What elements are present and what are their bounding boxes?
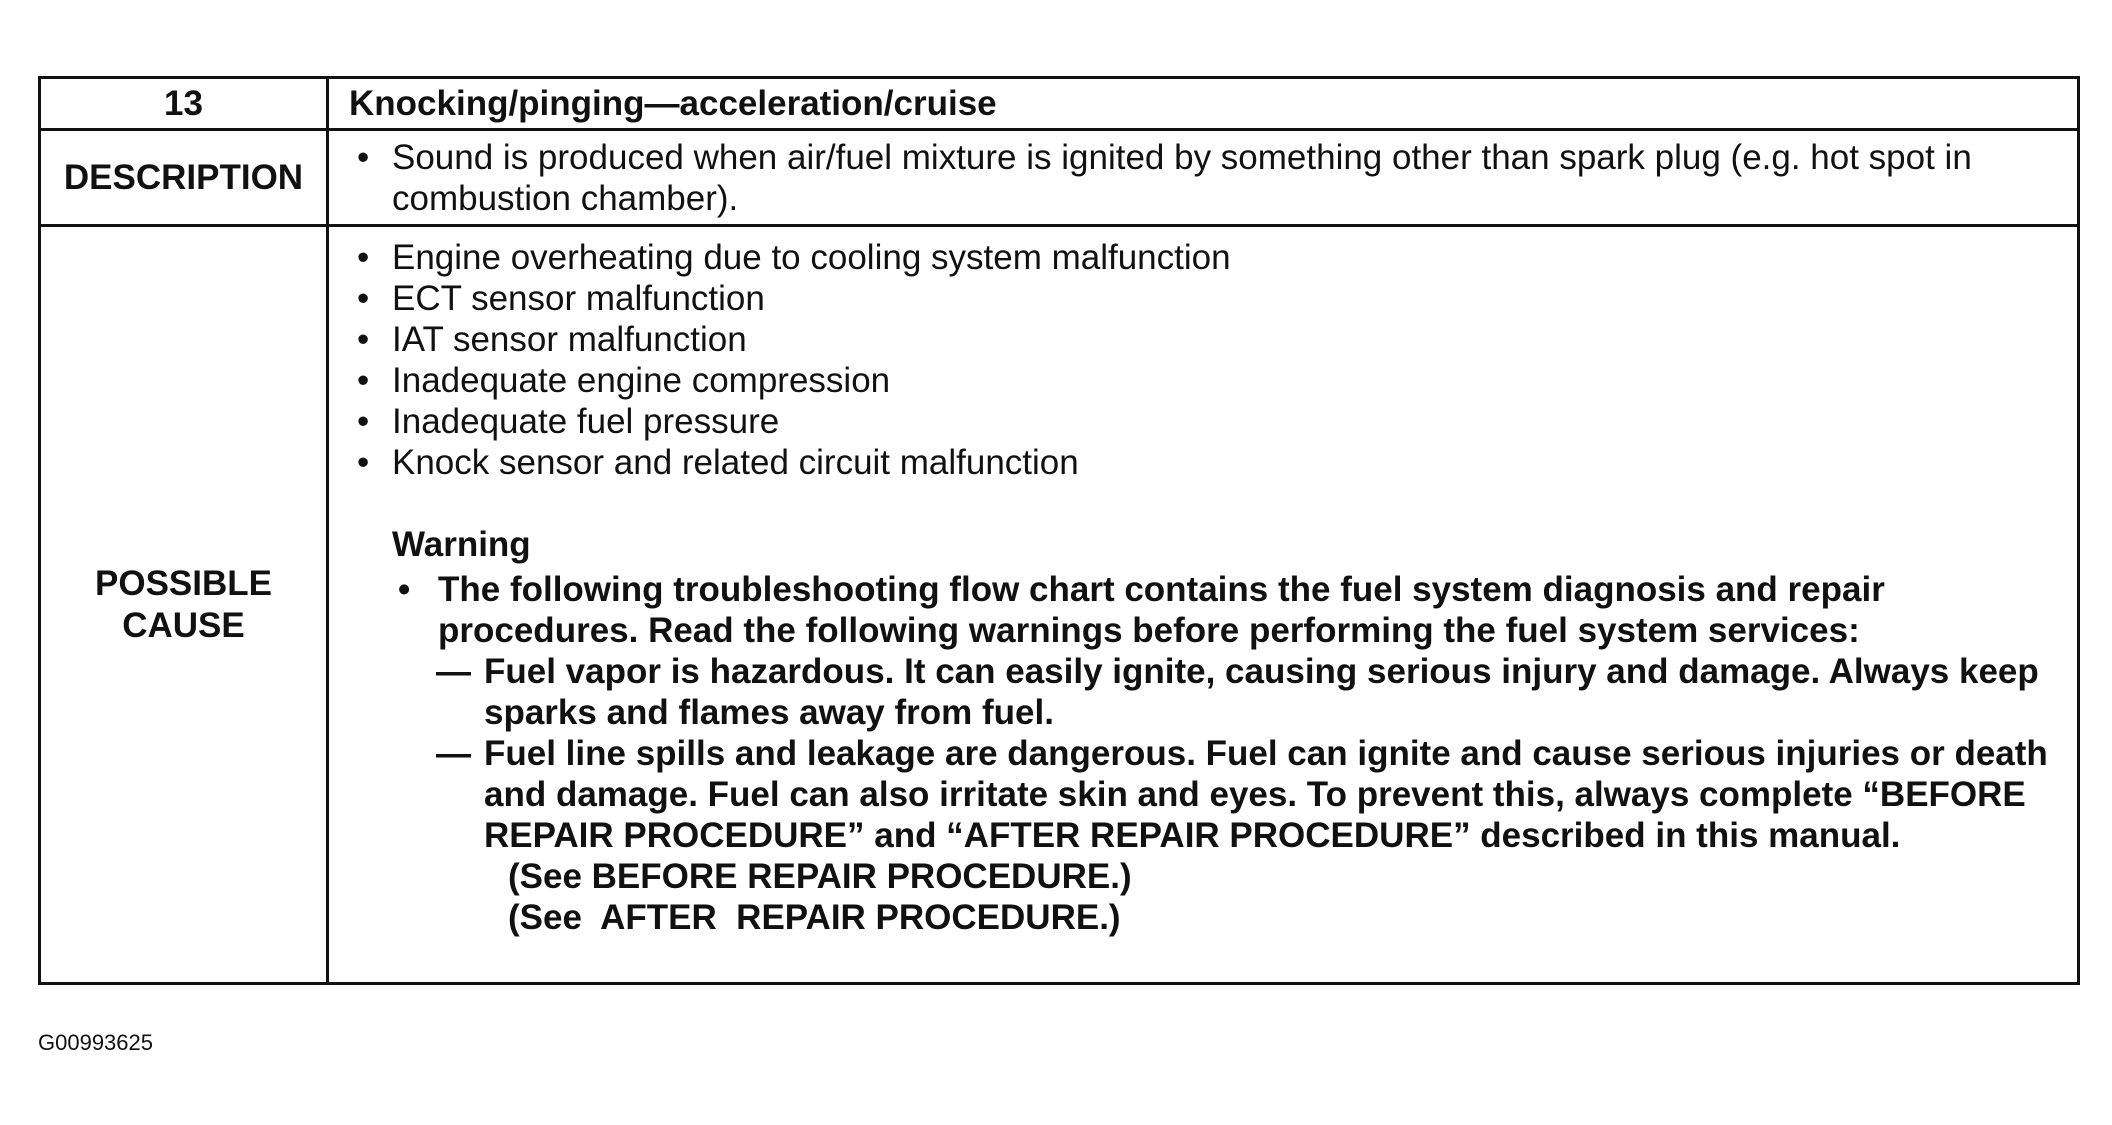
header-row — [40, 78, 2079, 130]
cause-item: • Inadequate engine compression — [329, 360, 2071, 401]
figure-id: G00993625 — [38, 1030, 153, 1055]
cause-item: • Engine overheating due to cooling system malfunction — [329, 237, 2071, 278]
warning-block — [329, 523, 2071, 938]
warning-point: — Fuel line spills and leakage are dangerous. Fuel can ignite and cause serious injuries or death and damage. Fuel can also irritate skin and eyes. To prevent this, always complete “BEFORE REPAIR PROCEDURE” and “AFTER REPAIR PROCEDURE” described in this manual. — [392, 733, 2071, 856]
cause-list — [329, 237, 2071, 483]
description-list — [329, 137, 2071, 219]
possible-cause-row — [40, 226, 2079, 984]
cause-item: • ECT sensor malfunction — [329, 278, 2071, 319]
symptom-title: Knocking/pinging—acceleration/cruise — [328, 78, 2079, 130]
reference-before-repair: (See BEFORE REPAIR PROCEDURE.) — [508, 857, 1132, 896]
cause-item: • Knock sensor and related circuit malfunction — [329, 442, 2071, 483]
warning-point: — Fuel vapor is hazardous. It can easily ignite, causing serious injury and damage. Always keep sparks and flames away from fuel. — [392, 651, 2071, 733]
possible-cause-content — [328, 226, 2079, 984]
description-row — [40, 130, 2079, 226]
troubleshooting-table — [38, 76, 2080, 985]
reference-after-repair: (See AFTER REPAIR PROCEDURE.) — [508, 898, 1121, 937]
possible-cause-label-text: POSSIBLE CAUSE — [95, 563, 272, 645]
warning-title: Warning — [392, 525, 531, 564]
description-label: DESCRIPTION — [40, 130, 328, 226]
cause-item: • Inadequate fuel pressure — [329, 401, 2071, 442]
cause-item: • IAT sensor malfunction — [329, 319, 2071, 360]
possible-cause-label — [40, 226, 328, 984]
description-content — [328, 130, 2079, 226]
warning-intro: • The following troubleshooting flow chart contains the fuel system diagnosis and repair procedures. Read the following warnings before performing the fuel system services: — [392, 569, 2071, 651]
symptom-number: 13 — [40, 78, 328, 130]
description-item: • Sound is produced when air/fuel mixture is ignited by something other than spark plug (e.g. hot spot in combustion chamber). — [329, 137, 2071, 219]
